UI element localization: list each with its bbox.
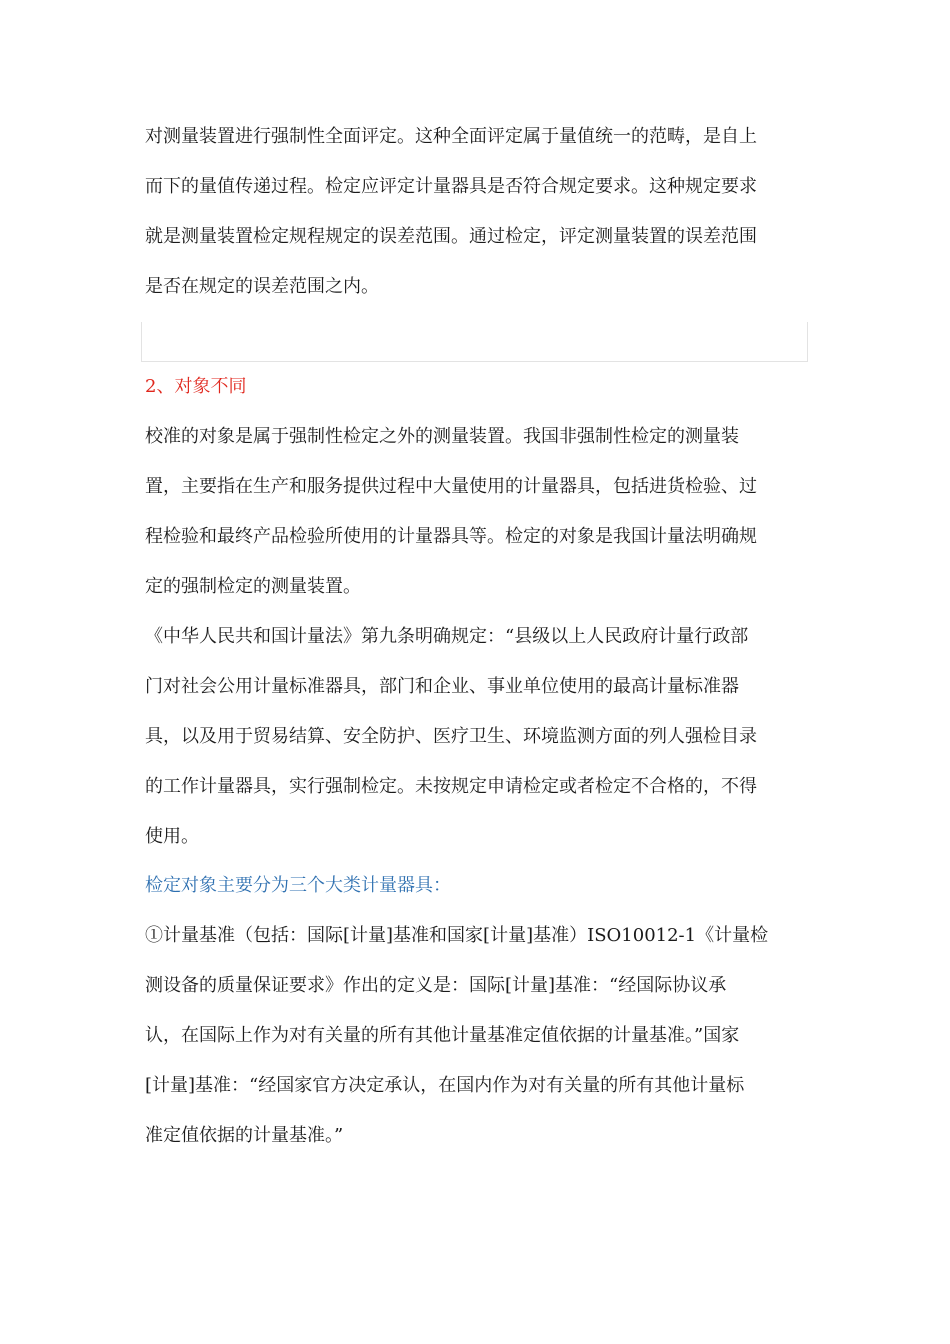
text-line: 置，主要指在生产和服务提供过程中大量使用的计量器具，包括进货检验、过 — [145, 476, 757, 497]
text-line: 准定值依据的计量基准。” — [145, 1125, 344, 1146]
text-line: ①计量基准（包括：国际[计量]基准和国家[计量]基准）ISO10012-1《计量检 — [145, 925, 769, 946]
section-divider-box — [141, 322, 808, 362]
text-line: 使用。 — [145, 826, 199, 847]
text-line: 门对社会公用计量标准器具，部门和企业、事业单位使用的最高计量标准器 — [145, 676, 739, 697]
text-line: 是否在规定的误差范围之内。 — [145, 276, 379, 297]
text-line: 测设备的质量保证要求》作出的定义是：国际[计量]基准：“经国际协议承 — [145, 975, 727, 996]
text-line: 程检验和最终产品检验所使用的计量器具等。检定的对象是我国计量法明确规 — [145, 526, 757, 547]
text-line: 而下的量值传递过程。检定应评定计量器具是否符合规定要求。这种规定要求 — [145, 176, 757, 197]
section-heading: 2、对象不同 — [145, 376, 247, 397]
text-line: [计量]基准：“经国家官方决定承认，在国内作为对有关量的所有其他计量标 — [145, 1075, 745, 1096]
text-line: 具，以及用于贸易结算、安全防护、医疗卫生、环境监测方面的列人强检目录 — [145, 726, 757, 747]
text-line: 就是测量装置检定规程规定的误差范围。通过检定，评定测量装置的误差范围 — [145, 226, 757, 247]
paragraph-measurement-standards — [145, 911, 805, 1161]
text-line: 的工作计量器具，实行强制检定。未按规定申请检定或者检定不合格的，不得 — [145, 776, 757, 797]
paragraph-verification-scope — [145, 112, 805, 312]
text-line: 定的强制检定的测量装置。 — [145, 576, 361, 597]
text-line: 认，在国际上作为对有关量的所有其他计量基准定值依据的计量基准。”国家 — [145, 1025, 740, 1046]
paragraph-calibration-objects — [145, 412, 805, 612]
subheading-three-categories: 检定对象主要分为三个大类计量器具： — [145, 875, 451, 896]
text-line: 《中华人民共和国计量法》第九条明确规定：“县级以上人民政府计量行政部 — [145, 626, 749, 647]
paragraph-metrology-law — [145, 612, 805, 862]
text-line: 校准的对象是属于强制性检定之外的测量装置。我国非强制性检定的测量装 — [145, 426, 739, 447]
text-line: 对测量装置进行强制性全面评定。这种全面评定属于量值统一的范畴，是自上 — [145, 126, 757, 147]
